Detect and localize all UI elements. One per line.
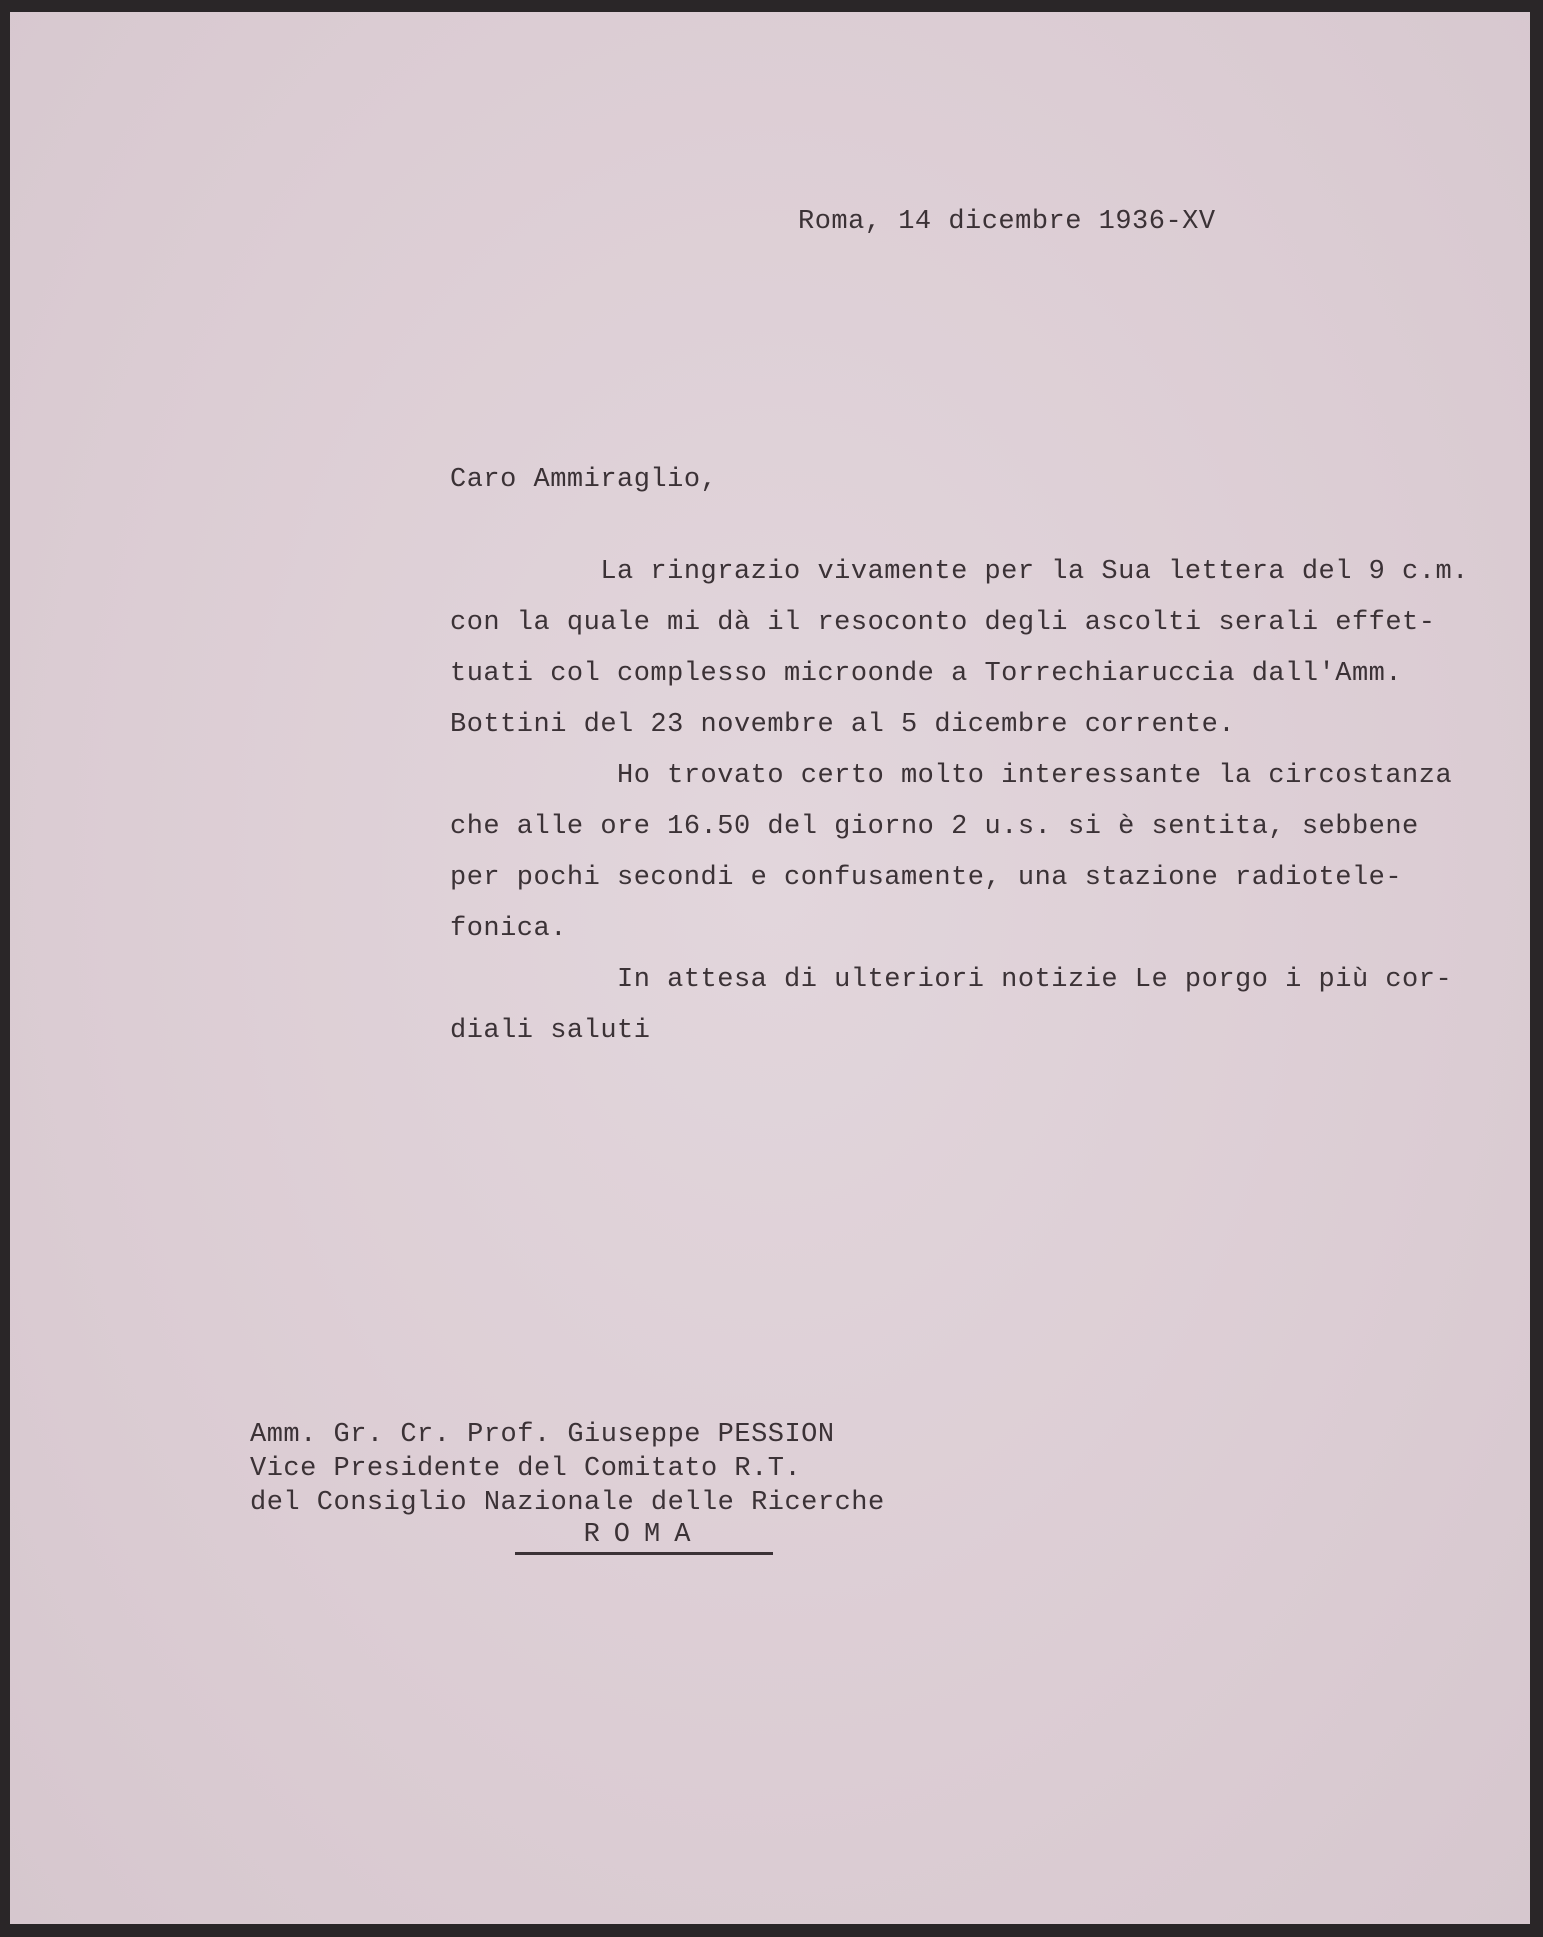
body-line: fonica. bbox=[450, 914, 567, 944]
body-line: per pochi secondi e confusamente, una stazione radiotele- bbox=[450, 863, 1403, 893]
body-line: Ho trovato certo molto interessante la circostanza bbox=[450, 761, 1453, 791]
body-line: La ringrazio vivamente per la Sua lettera del 9 c.m. bbox=[450, 557, 1469, 587]
body-line: In attesa di ulteriori notizie Le porgo i più cor- bbox=[450, 965, 1453, 995]
letter-date: Roma, 14 dicembre 1936-XV bbox=[798, 207, 1216, 237]
addressee-line: del Consiglio Nazionale delle Ricerche bbox=[250, 1488, 885, 1518]
addressee-line: Amm. Gr. Cr. Prof. Giuseppe PESSION bbox=[250, 1420, 835, 1450]
body-line: diali saluti bbox=[450, 1016, 651, 1046]
salutation: Caro Ammiraglio, bbox=[450, 465, 718, 495]
addressee-line: Vice Presidente del Comitato R.T. bbox=[250, 1454, 802, 1484]
letter-page bbox=[10, 12, 1530, 1924]
body-line: con la quale mi dà il resoconto degli ascolti serali effet- bbox=[450, 608, 1436, 638]
body-line: Bottini del 23 novembre al 5 dicembre corrente. bbox=[450, 710, 1236, 740]
body-line: tuati col complesso microonde a Torrechiaruccia dall'Amm. bbox=[450, 659, 1403, 689]
city-label: ROMA bbox=[583, 1520, 705, 1550]
body-line: che alle ore 16.50 del giorno 2 u.s. si è sentita, sebbene bbox=[450, 812, 1419, 842]
addressee-city bbox=[515, 1520, 773, 1555]
